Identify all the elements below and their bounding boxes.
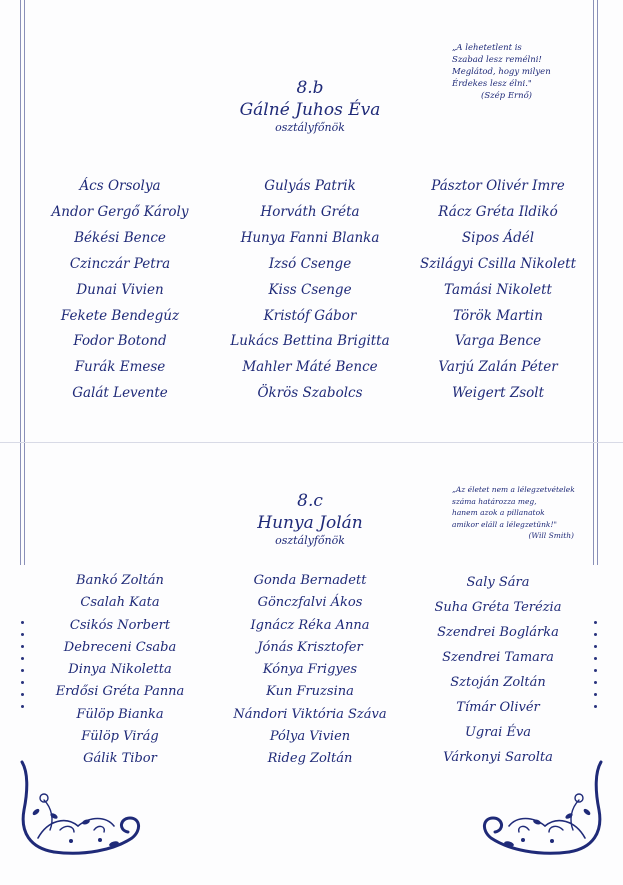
class-heading-8c xyxy=(180,490,440,548)
student-column-2 xyxy=(205,174,415,407)
student-name: Czinczár Petra xyxy=(69,255,171,272)
student-name: Fülöp Bianka xyxy=(76,706,164,722)
student-name: Andor Gergő Károly xyxy=(51,203,189,220)
class-name: 8.b xyxy=(296,78,324,98)
student-name: Galát Levente xyxy=(72,385,168,402)
student-name: Kristóf Gábor xyxy=(263,307,357,324)
left-dot-border xyxy=(21,621,25,717)
student-name: Sipos Ádél xyxy=(461,229,535,246)
student-name: Török Martin xyxy=(453,307,543,324)
student-name: Varjú Zalán Péter xyxy=(438,359,558,376)
student-name: Pólya Vivien xyxy=(269,729,351,745)
quote-author: (Szép Ernő) xyxy=(481,91,532,101)
student-name: Izsó Csenge xyxy=(268,255,352,272)
student-name: Kónya Frigyes xyxy=(262,662,358,678)
student-name: Ács Orsolya xyxy=(79,178,161,194)
student-name: Horváth Gréta xyxy=(260,203,360,220)
teacher-name: Gálné Juhos Éva xyxy=(239,100,381,120)
quote-line: „A lehetetlent is xyxy=(452,43,522,53)
quote-line: „Az életet nem a lélegzetvételek xyxy=(452,485,575,494)
student-column-1 xyxy=(15,174,225,407)
student-name: Gálik Tibor xyxy=(83,751,157,767)
student-name: Ugrai Éva xyxy=(464,725,532,740)
quote-line: amikor eláll a lélegzetünk!" xyxy=(452,519,557,529)
student-name: Erdősi Gréta Panna xyxy=(55,684,185,700)
teacher-name: Hunya Jolán xyxy=(257,513,363,533)
student-name: Fekete Bendegúz xyxy=(60,307,180,324)
student-name: Szendrei Tamara xyxy=(442,650,554,665)
corner-ornament-left xyxy=(14,760,149,860)
student-name: Ignácz Réka Anna xyxy=(250,617,370,633)
student-name: Szendrei Boglárka xyxy=(437,625,559,640)
quote-line: száma határozza meg, xyxy=(452,496,537,506)
student-name: Tamási Nikolett xyxy=(444,281,552,298)
student-name: Kiss Csenge xyxy=(268,281,352,298)
student-name: Csikós Norbert xyxy=(69,617,171,633)
student-name: Bankó Zoltán xyxy=(76,573,164,588)
quote-line: Érdekes lesz élni." xyxy=(452,79,532,89)
student-name: Dinya Nikoletta xyxy=(68,662,172,678)
student-name: Saly Sára xyxy=(466,575,530,590)
student-name: Weigert Zsolt xyxy=(451,385,545,402)
student-name: Sztoján Zoltán xyxy=(450,675,546,690)
student-name: Nándori Viktória Száva xyxy=(233,706,387,722)
student-name: Várkonyi Sarolta xyxy=(443,750,553,765)
student-name: Dunai Vivien xyxy=(76,281,164,298)
student-name: Jónás Krisztofer xyxy=(257,639,363,655)
quote-line: Szabad lesz remélni! xyxy=(452,55,542,65)
student-name: Kun Fruzsina xyxy=(266,684,354,700)
student-column-3 xyxy=(393,570,603,770)
student-name: Békési Bence xyxy=(74,229,166,246)
student-name: Fodor Botond xyxy=(73,333,167,350)
student-name: Mahler Máté Bence xyxy=(242,359,378,376)
quote-line: hanem azok a pillanatok xyxy=(452,508,545,517)
student-name: Gonda Bernadett xyxy=(253,573,367,588)
fold-line xyxy=(0,442,623,443)
student-name: Csalah Kata xyxy=(80,595,160,611)
student-column-2 xyxy=(205,570,415,771)
student-column-1 xyxy=(15,570,225,771)
student-name: Gönczfalvi Ákos xyxy=(257,595,363,611)
student-name: Ökrös Szabolcs xyxy=(257,385,363,402)
quote-8b xyxy=(452,42,582,102)
student-name: Szilágyi Csilla Nikolett xyxy=(419,255,577,272)
student-name: Varga Bence xyxy=(454,333,542,350)
student-name: Pásztor Olivér Imre xyxy=(431,178,565,194)
student-name: Fülöp Virág xyxy=(81,729,159,745)
student-name: Rácz Gréta Ildikó xyxy=(438,203,558,220)
student-column-3 xyxy=(393,174,603,407)
student-name: Gulyás Patrik xyxy=(264,178,356,194)
quote-line: Meglátod, hogy milyen xyxy=(452,67,551,77)
student-name: Debreceni Csaba xyxy=(63,639,177,655)
class-heading-8b xyxy=(180,77,440,135)
student-name: Hunya Fanni Blanka xyxy=(240,229,380,246)
quote-8c xyxy=(452,484,592,542)
student-name: Tímár Olivér xyxy=(456,700,540,715)
student-name: Lukács Bettina Brigitta xyxy=(230,333,390,350)
student-name: Suha Gréta Terézia xyxy=(434,600,562,615)
teacher-role: osztályfőnök xyxy=(275,121,345,134)
teacher-role: osztályfőnök xyxy=(275,534,345,547)
class-name: 8.c xyxy=(297,491,323,511)
right-dot-border xyxy=(594,621,598,717)
corner-ornament-right xyxy=(474,760,609,860)
quote-author: (Will Smith) xyxy=(528,531,574,540)
student-name: Rideg Zoltán xyxy=(267,751,353,767)
student-name: Furák Emese xyxy=(74,359,166,376)
